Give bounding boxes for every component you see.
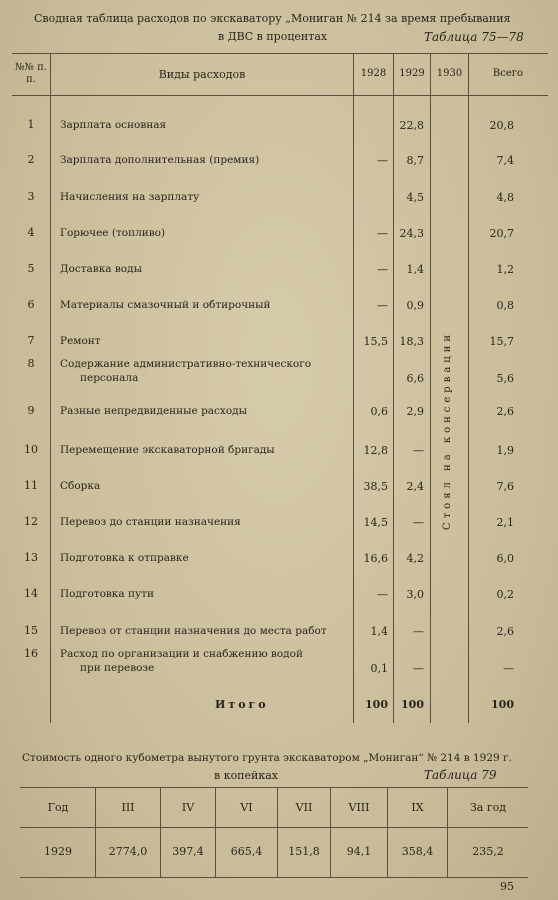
row-num: 8 [27,357,35,370]
t2-value: 235,2 [472,845,504,858]
row-1929: 24,3 [399,227,424,240]
col-divider [430,53,431,723]
row-total: 2,6 [496,405,514,418]
t2-value: 397,4 [172,845,204,858]
t2-value: 94,1 [346,845,372,858]
row-1929: 2,4 [406,480,424,493]
row-1928: 38,5 [363,480,388,493]
row-1929: — [413,625,424,638]
row-1928: 0,6 [370,405,388,418]
row-1928: 12,8 [363,444,388,457]
row-label: Расход по организации и снабжению водой [60,648,303,660]
row-1929: — [413,662,424,675]
row-num: 2 [27,153,35,166]
row-num: 13 [24,551,38,564]
table2-header-rule [20,827,528,828]
row-1929: 22,8 [399,119,424,132]
table1-title-line1: Сводная таблица расходов по экскаватору „Мониган № 214 за время пребывания [34,12,511,25]
row-1928: 0,1 [370,662,388,675]
row-1928: — [377,299,388,312]
row-label: Зарплата дополнительная (премия) [60,154,260,166]
row-label: Ремонт [60,335,101,347]
header-1930: 1930 [436,68,463,79]
t2-header-month: IV [181,801,195,814]
row-total: 5,6 [496,372,514,385]
total-1928: 100 [365,698,388,711]
row-label: Подготовка пути [60,588,154,600]
t2-value: 358,4 [401,845,434,858]
row-1929: 8,7 [406,154,424,167]
row-1928: 15,5 [363,335,388,348]
row-total: 0,8 [496,299,514,312]
row-label: Горючее (топливо) [60,227,166,239]
row-1929: — [413,444,424,457]
row-1928: — [377,227,388,240]
row-total: 1,2 [496,263,514,276]
table2-label: Таблица 79 [424,768,497,782]
row-label: Перевоз от станции назначения до места работ [60,625,327,637]
row-num: 5 [27,262,35,275]
table1-title-line2: в ДВС в процентах [218,30,328,43]
col-divider [50,53,51,723]
row-label: Зарплата основная [60,119,167,131]
page-number: 95 [500,880,514,893]
total-1929: 100 [401,698,424,711]
vertical-note: Стоял на консервации [442,330,453,530]
row-label: Подготовка к отправке [60,552,189,564]
table2-title-line2: в копейках [214,769,278,782]
row-1928: 16,6 [363,552,388,565]
row-total: 2,1 [496,516,514,529]
row-total: 2,6 [496,625,514,638]
t2-header-year-total: За год [469,801,507,814]
row-total: 7,6 [496,480,514,493]
row-total: 15,7 [489,335,514,348]
row-num: 1 [27,118,35,131]
t2-value: 151,8 [288,845,320,858]
row-1929: 4,2 [406,552,424,565]
row-total: 0,2 [496,588,514,601]
row-num: 14 [24,587,38,600]
row-1928: — [377,263,388,276]
row-label: Содержание административно-технического [60,358,312,370]
row-1929: 3,0 [406,588,424,601]
row-1928: — [377,588,388,601]
row-num: 10 [24,443,38,456]
table2-top-rule [20,787,528,788]
row-label: Перевоз до станции назначения [60,516,241,528]
row-num: 12 [24,515,38,528]
total-label: Итого [215,698,269,711]
row-1929: 6,6 [406,372,424,385]
row-1929: 1,4 [406,263,424,276]
row-1929: 0,9 [406,299,424,312]
table2-bottom-rule [20,877,528,878]
row-label-cont: при перевозе [80,662,155,674]
row-label: Сборка [60,480,101,492]
row-num: 6 [27,298,35,311]
row-total: 6,0 [496,552,514,565]
table1-label: Таблица 75—78 [424,30,524,44]
row-num: 15 [24,624,38,637]
row-num: 3 [27,190,35,203]
row-1929: 18,3 [399,335,424,348]
row-total: 1,9 [496,444,514,457]
header-num: №№ п. п. [15,62,47,85]
t2-header-month: VII [295,801,313,814]
row-total: 20,8 [489,119,514,132]
t2-header-month: VIII [348,801,370,814]
row-label: Перемещение экскаваторной бригады [60,444,275,456]
header-1929: 1929 [399,68,425,79]
row-label: Доставка воды [60,263,142,275]
table2-title-line1: Стоимость одного кубометра вынутого грунта экскаватором „Мониган“ № 214 в 1929 г. [22,752,512,764]
header-kind: Виды расходов [158,68,246,81]
row-total: 20,7 [489,227,514,240]
t2-header-year: Год [47,801,69,814]
row-1929: 4,5 [406,191,424,204]
row-1928: 1,4 [370,625,388,638]
row-num: 11 [24,479,38,492]
row-num: 9 [27,404,35,417]
row-num: 7 [27,334,35,347]
row-label: Разные непредвиденные расходы [60,405,247,417]
header-total: Всего [492,68,524,79]
t2-header-month: III [121,801,135,814]
col-divider [468,53,469,723]
t2-value: 2774,0 [108,845,148,858]
row-total: 7,4 [496,154,514,167]
t2-value: 1929 [44,845,72,858]
row-1929: 2,9 [406,405,424,418]
row-label: Материалы смазочный и обтирочный [60,299,271,311]
row-label-cont: персонала [80,372,139,384]
row-num: 4 [27,226,35,239]
t2-header-month: IX [411,801,424,814]
total-all: 100 [491,698,514,711]
row-total: — [503,662,514,675]
row-1928: 14,5 [363,516,388,529]
header-1928: 1928 [360,68,387,79]
row-total: 4,8 [496,191,514,204]
row-1928: — [377,154,388,167]
row-num: 16 [24,647,38,660]
row-1929: — [413,516,424,529]
row-label: Начисления на зарплату [60,191,200,203]
t2-header-month: VI [240,801,253,814]
t2-value: 665,4 [230,845,263,858]
